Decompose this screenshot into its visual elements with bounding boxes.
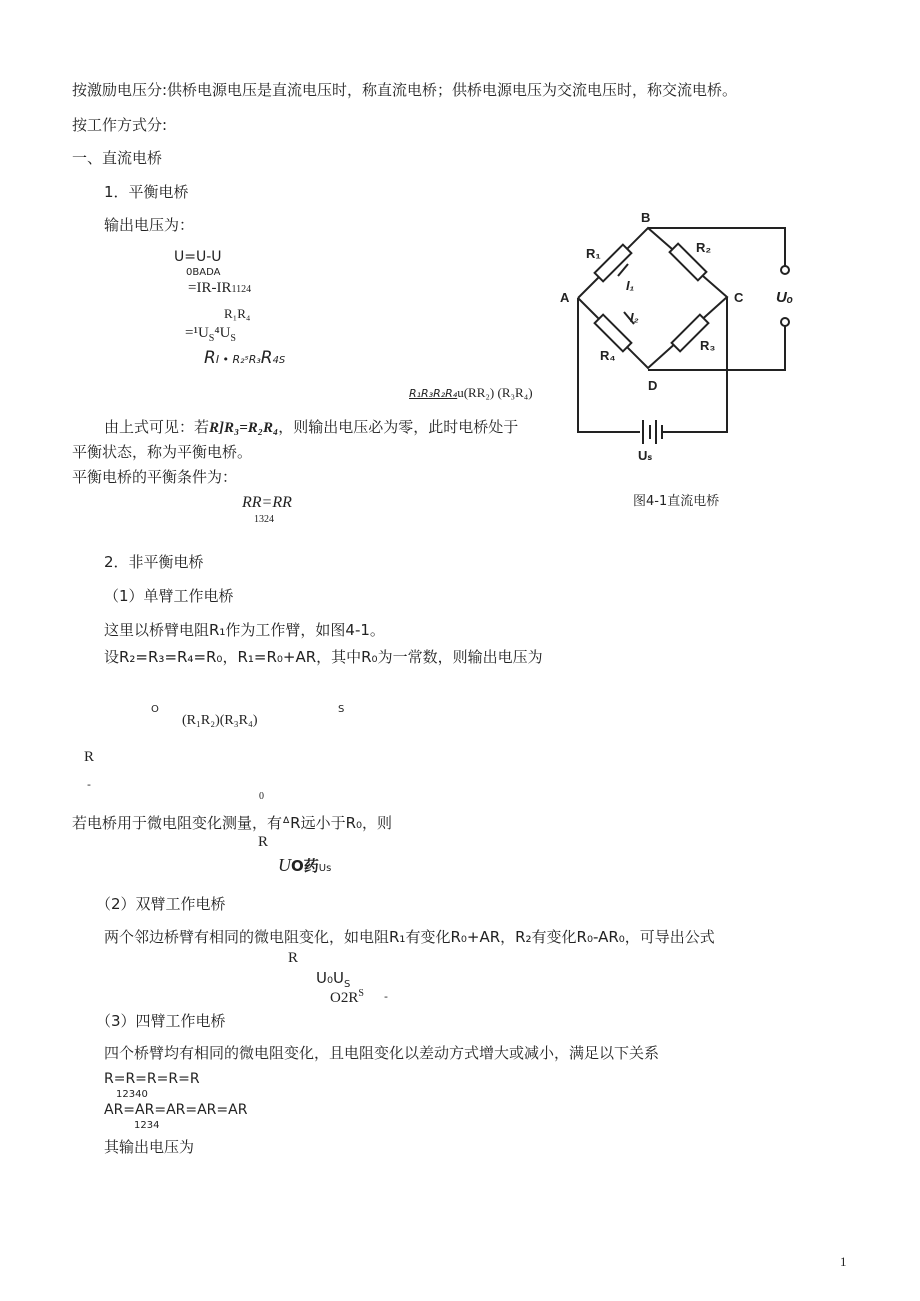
node-label: A bbox=[560, 290, 570, 305]
formula: R₁R₃R₂R₄ bbox=[409, 387, 458, 400]
formula: ⁴U bbox=[214, 325, 231, 341]
formula-sub: 1234 bbox=[134, 1120, 160, 1131]
formula: AR=AR=AR=AR=AR bbox=[104, 1102, 248, 1118]
formula: (R₁R₂)(R₃R₄) bbox=[182, 713, 258, 728]
text-line: 两个邻边桥臂有相同的微电阻变化，如电阻R₁有变化R₀+AR，R₂有变化R₀-AR₀，可导出公式 bbox=[104, 928, 715, 946]
heading: 2．非平衡电桥 bbox=[104, 553, 204, 571]
text-line: 平衡状态，称为平衡电桥。 bbox=[72, 443, 253, 461]
formula: O2R bbox=[330, 990, 359, 1006]
heading: （3）四臂工作电桥 bbox=[96, 1012, 226, 1030]
formula: R bbox=[204, 348, 216, 368]
formula: S bbox=[230, 333, 236, 344]
resistor-label: R₂ bbox=[696, 240, 712, 255]
text: ，则输出电压必为零，此时电桥处于 bbox=[278, 418, 519, 436]
text-line: 平衡电桥的平衡条件为： bbox=[72, 468, 238, 486]
formula: S bbox=[338, 704, 345, 715]
bridge-circuit-diagram bbox=[550, 205, 810, 480]
text-line: 设R₂=R₃=R₄=R₀，R₁=R₀+AR，其中R₀为一常数，则输出电压为 bbox=[104, 648, 543, 666]
text-line: 若电桥用于微电阻变化测量，有ᐞR远小于R₀，则 bbox=[72, 814, 393, 832]
output-voltage-label: Uₒ bbox=[776, 289, 794, 306]
text: 由上式可见：若 bbox=[104, 418, 210, 436]
formula: Us bbox=[318, 863, 332, 874]
formula: U=U-U bbox=[174, 249, 222, 265]
text-line: 其输出电压为 bbox=[104, 1138, 195, 1156]
formula-sub: 0BADA bbox=[186, 267, 221, 278]
formula-sub: 1324 bbox=[254, 514, 274, 525]
resistor-label: R₁ bbox=[586, 246, 601, 261]
resistor-label: R₃ bbox=[700, 338, 716, 353]
current-label: I₂ bbox=[630, 310, 639, 325]
text-line: 这里以桥臂电阻R₁作为工作臂，如图4-1。 bbox=[104, 621, 385, 639]
formula: RR=RR bbox=[242, 494, 292, 511]
node-label: B bbox=[641, 210, 651, 225]
formula: O bbox=[151, 704, 159, 715]
formula: - bbox=[384, 990, 388, 1003]
formula: R]R₃=R₂R₄ bbox=[209, 420, 279, 436]
formula: S bbox=[208, 333, 215, 344]
formula: 0 bbox=[259, 791, 264, 802]
heading: （1）单臂工作电桥 bbox=[104, 587, 234, 605]
formula: =¹U bbox=[185, 325, 209, 341]
formula: R bbox=[288, 950, 299, 966]
text-line: 按激励电压分:供桥电源电压是直流电压时，称直流电桥；供桥电源电压为交流电压时，称交流电桥。 bbox=[72, 81, 738, 99]
page-number: 1 bbox=[840, 1254, 847, 1269]
node-label: C bbox=[734, 290, 744, 305]
formula: R bbox=[260, 348, 273, 368]
formula: R=R=R=R=R bbox=[104, 1071, 200, 1087]
heading: 一、直流电桥 bbox=[72, 149, 163, 167]
formula: U bbox=[278, 855, 291, 875]
formula: I • R₂ˢR₃ bbox=[215, 353, 261, 366]
formula: R bbox=[258, 834, 269, 850]
formula: - bbox=[87, 778, 91, 791]
text-line: 输出电压为： bbox=[104, 216, 195, 234]
formula: S bbox=[343, 979, 351, 990]
heading: 1．平衡电桥 bbox=[104, 183, 189, 201]
current-label: I₁ bbox=[626, 278, 635, 293]
formula-sub: 12340 bbox=[116, 1089, 148, 1100]
heading: （2）双臂工作电桥 bbox=[96, 895, 226, 913]
formula: R bbox=[84, 749, 95, 765]
formula: u(RR₂) (R₃R₄) bbox=[457, 385, 533, 400]
formula: 4S bbox=[272, 355, 286, 366]
formula: O药 bbox=[291, 857, 319, 875]
node-label: D bbox=[648, 378, 658, 393]
formula-sub: 1124 bbox=[231, 284, 252, 295]
source-voltage-label: Uₛ bbox=[638, 448, 653, 463]
formula: U₀U bbox=[316, 969, 344, 987]
formula: S bbox=[358, 988, 364, 999]
figure-caption: 图4-1直流电桥 bbox=[633, 494, 720, 509]
text-line: 按工作方式分: bbox=[72, 116, 168, 134]
resistor-label: R₄ bbox=[600, 348, 616, 363]
formula: =IR-IR bbox=[188, 280, 232, 296]
text-line: 四个桥臂均有相同的微电阻变化，且电阻变化以差动方式增大或减小，满足以下关系 bbox=[104, 1044, 660, 1062]
formula: R₁R₄ bbox=[224, 306, 251, 321]
